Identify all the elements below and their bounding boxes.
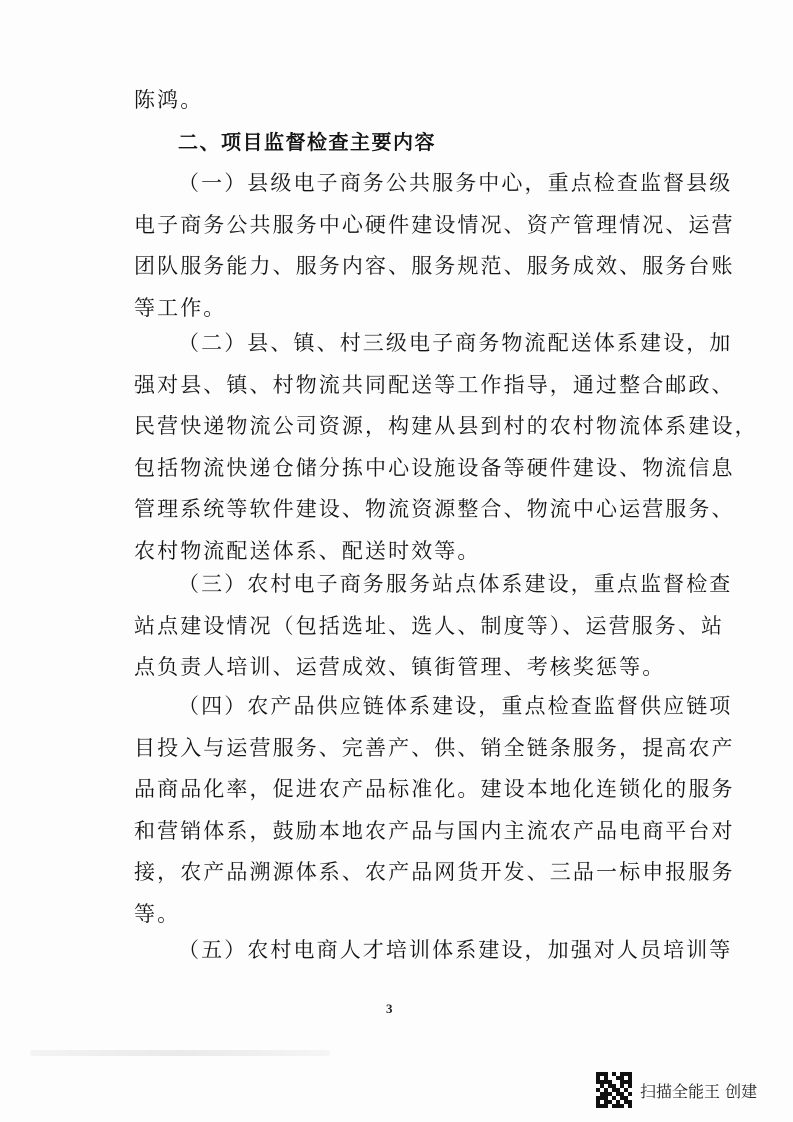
paragraph-4 (134, 686, 735, 935)
text-line: 站点建设情况（包括选址、选人、制度等）、运营服务、站 (134, 613, 725, 638)
text-line: 品商品化率，促进农产品标准化。建设本地化连锁化的服务 (134, 777, 735, 801)
text-line: 陈鸿。 (134, 88, 204, 112)
text-line: 包括物流快递仓储分拣中心设施设备等硬件建设、物流信息 (134, 455, 735, 480)
text-line: 民营快递物流公司资源，构建从县到村的农村物流体系建设， (134, 414, 758, 438)
text-line: 团队服务能力、服务内容、服务规范、服务成效、服务台账 (134, 254, 735, 278)
text-line: 电子商务公共服务中心硬件建设情况、资产管理情况、运营 (134, 212, 735, 237)
watermark-text: 扫描全能王 创建 (640, 1081, 758, 1101)
text-line: （二）县、镇、村三级电子商务物流配送体系建设，加 (178, 331, 733, 355)
scan-artifact (30, 1050, 330, 1056)
page-number: 3 (386, 1001, 393, 1016)
text-line: （五）农村电商人才培训体系建设，加强对人员培训等 (178, 938, 733, 962)
paragraph-3 (134, 564, 733, 689)
text-line: （一）县级电子商务公共服务中心，重点检查监督县级 (178, 171, 733, 195)
text-line: 点负责人培训、运营成效、镇街管理、考核奖惩等。 (134, 655, 666, 679)
text-line: 接，农产品溯源体系、农产品网货开发、三品一标申报服务 (134, 860, 735, 884)
text-line: 和营销体系，鼓励本地农产品与国内主流农产品电商平台对 (134, 818, 735, 843)
text-line: 管理系统等软件建设、物流资源整合、物流中心运营服务、 (134, 497, 735, 521)
text-line: （三）农村电子商务服务站点体系建设，重点监督检查 (178, 572, 733, 596)
text-line: 目投入与运营服务、完善产、供、销全链条服务，提高农产 (134, 735, 735, 760)
text-line: 强对县、镇、村物流共同配送等工作指导，通过整合邮政、 (134, 372, 735, 397)
paragraph-5 (134, 930, 733, 972)
paragraph-2 (134, 323, 758, 572)
section-heading (134, 122, 674, 164)
qr-code-icon (596, 1072, 632, 1108)
text-line: 农村物流配送体系、配送时效等。 (134, 538, 481, 563)
section-heading-text: 二、项目监督检查主要内容 (178, 130, 436, 154)
text-line: （四）农产品供应链体系建设，重点检查监督供应链项 (178, 694, 733, 718)
text-line: 等。 (134, 901, 181, 926)
top-line (134, 80, 674, 122)
paragraph-1 (134, 163, 735, 329)
text-line: 等工作。 (134, 295, 227, 320)
scanner-watermark (596, 1070, 786, 1110)
